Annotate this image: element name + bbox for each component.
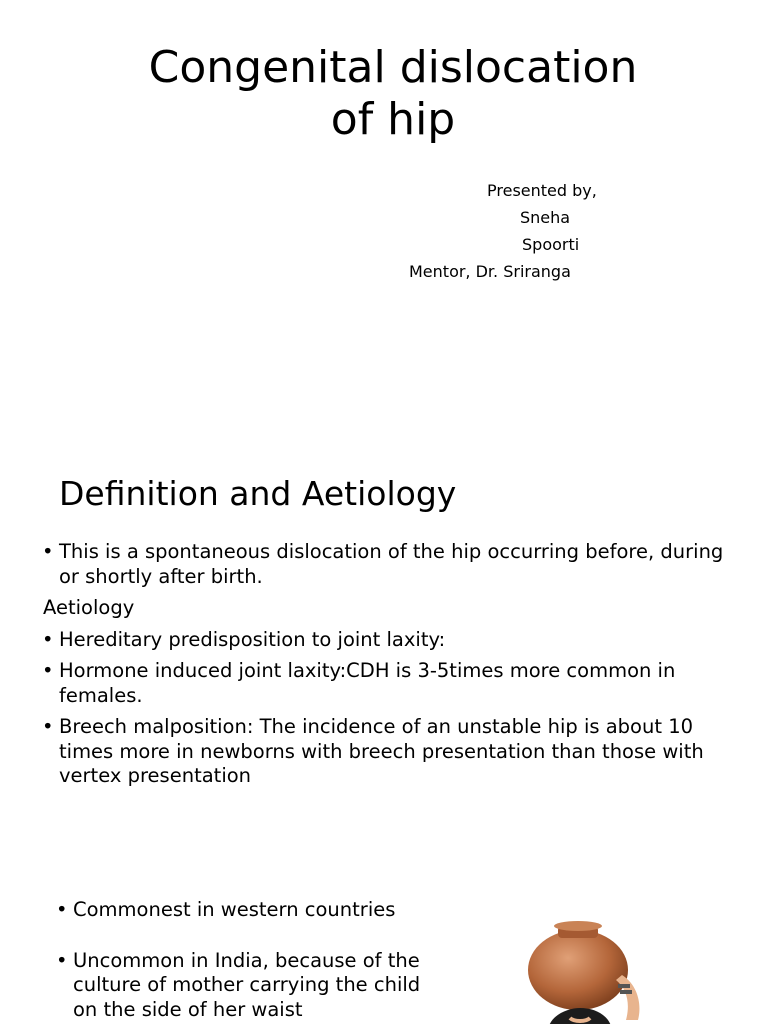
- list-item: [42, 628, 742, 653]
- list-item-text: Commonest in western countries: [73, 898, 396, 921]
- bullet: •: [42, 540, 54, 563]
- presenter-name: Spoorti: [522, 235, 580, 254]
- bullet: •: [56, 948, 68, 972]
- bullet: •: [42, 659, 54, 682]
- list-item-text: Uncommon in India, because of the culture of mother carrying the child on the side of her waist: [73, 948, 421, 1021]
- list-item: [42, 715, 742, 789]
- list-item-text: Hereditary predisposition to joint laxity:: [59, 627, 446, 651]
- definition-list: [42, 540, 742, 796]
- list-item: [42, 540, 742, 589]
- woman-carrying-pot-icon: [518, 920, 658, 1024]
- incidence-list: [56, 898, 449, 1024]
- bullet: •: [42, 715, 54, 738]
- presented-by-label: Presented by,: [487, 181, 597, 200]
- slide-title: [0, 0, 768, 430]
- bullet: •: [56, 898, 68, 921]
- list-item-text: Hormone induced joint laxity:CDH is 3-5times more common in females.: [59, 659, 676, 707]
- page-title: [100, 42, 686, 146]
- presenter-name: Sneha: [520, 208, 571, 227]
- mentor-name: Mentor, Dr. Sriranga: [409, 262, 571, 281]
- definition-text: This is a spontaneous dislocation of the hip occurring before, during or shortly after birth.: [59, 540, 724, 588]
- list-item: [56, 949, 449, 1023]
- list-item-text: Breech malposition: The incidence of an unstable hip is about 10 times more in newborns with breech presentation than those with vertex presentation: [59, 715, 704, 787]
- presenters-block: [380, 177, 720, 285]
- section-heading: Definition and Aetiology: [59, 474, 457, 513]
- list-item: [42, 659, 742, 708]
- slide-definition: [0, 460, 768, 860]
- list-item: [56, 898, 449, 923]
- slide-incidence: [0, 880, 768, 1024]
- aetiology-label: Aetiology: [43, 596, 135, 619]
- bullet: •: [42, 627, 54, 651]
- title-line-1: Congenital dislocation: [148, 42, 638, 93]
- title-line-2: of hip: [330, 94, 456, 145]
